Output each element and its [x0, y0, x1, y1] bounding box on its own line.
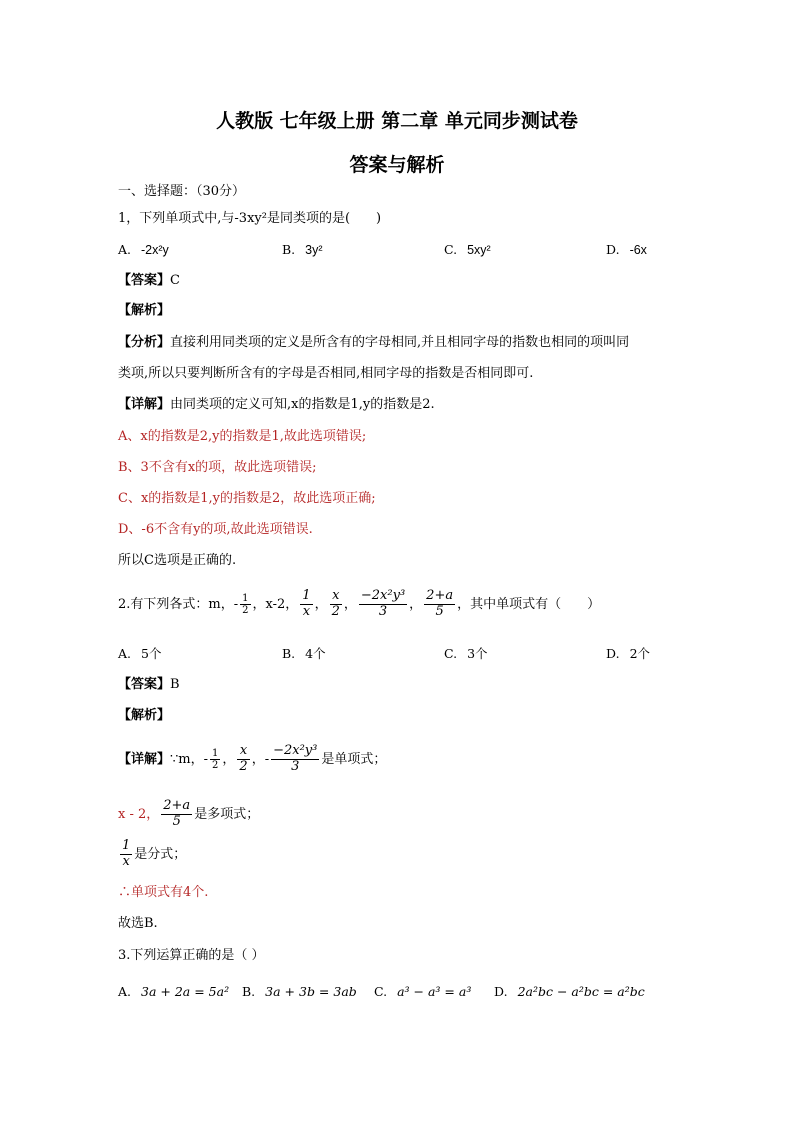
q1-line-c: C、x的指数是1,y的指数是2，故此选项正确;	[118, 491, 376, 506]
q2-option-d: D. 2个	[606, 646, 651, 661]
fraction-2-plus-a: $\frac{2+a}{5}$	[426, 588, 454, 619]
q2-detail: 【详解】∵m，- $\frac{1}{2}$ ， $\frac{x}{2}$ ，- $\frac{\text{−2x²y³}}{3}$ 是单项式；	[118, 743, 387, 774]
q1-option-b: B. 3y²	[282, 242, 323, 257]
q1-stem: 1，下列单项式中,与-3xy²是同类项的是( )	[118, 211, 382, 226]
q1-detail: 【详解】由同类项的定义可知,x的指数是1,y的指数是2.	[118, 397, 435, 412]
q2-option-a: A. 5个	[118, 646, 162, 661]
section-heading: 一、选择题：（30分）	[118, 184, 246, 199]
q1-answer: 【答案】C	[118, 273, 180, 288]
q2-polynomial-line: x - 2， $\frac{2+a}{5}$ 是多项式；	[118, 798, 260, 829]
q1-conclusion: 所以C选项是正确的.	[118, 553, 237, 568]
q1-line-a: A、x的指数是2,y的指数是1,故此选项错误;	[118, 429, 367, 444]
q1-line-d: D、-6不含有y的项,故此选项错误.	[118, 522, 313, 537]
q2-analysis-tag: 【解析】	[118, 708, 171, 723]
q2-stem: 2.有下列各式：m，- $\frac{1}{2}$ ，x-2， $\frac{1}{x}$ ， $\frac{x}{2}$ ， $\frac{\text{−2x²y³}}{3}$ ， $\frac{2+a}{5}$ ，其中单项式有（ ）	[118, 588, 601, 619]
q1-fenxi-line2: 类项,所以只要判断所含有的字母是否相同,相同字母的指数是否相同即可.	[118, 366, 534, 381]
fraction-x-over-2: $\frac{x}{2}$	[331, 588, 340, 619]
q1-option-c: C. 5xy²	[444, 242, 491, 257]
q1-option-d: D. -6x	[606, 242, 647, 257]
q3-stem: 3.下列运算正确的是（ ）	[118, 948, 265, 963]
q1-option-a: A. -2x²y	[118, 242, 169, 257]
page-title: 人教版 七年级上册 第二章 单元同步测试卷	[216, 110, 578, 132]
q3-option-b: B. 3a + 3b = 3ab	[242, 984, 357, 999]
q3-option-c: C. a³ − a³ = a³	[374, 984, 472, 999]
fraction-half: $\frac{1}{2}$	[242, 592, 249, 616]
q2-choose: 故选B.	[118, 916, 158, 931]
q2-count-line: ∴单项式有4个.	[118, 885, 209, 900]
q2-fraction-line: $\frac{1}{x}$ 是分式；	[122, 838, 187, 869]
q1-analysis-tag: 【解析】	[118, 303, 171, 318]
q2-option-b: B. 4个	[282, 646, 326, 661]
page-subtitle: 答案与解析	[349, 154, 445, 176]
q3-option-d: D. 2a²bc − a²bc = a²bc	[494, 984, 645, 999]
q1-fenxi-line1: 【分析】直接利用同类项的定义是所含有的字母相同,并且相同字母的指数也相同的项叫同	[118, 335, 630, 350]
fraction-1-over-x: $\frac{1}{x}$	[302, 588, 311, 619]
fraction-monomial: $\frac{\text{−2x²y³}}{3}$	[360, 588, 406, 619]
q3-option-a: A. 3a + 2a = 5a²	[118, 984, 230, 999]
q2-answer: 【答案】B	[118, 677, 180, 692]
q1-line-b: B、3不含有x的项，故此选项错误;	[118, 460, 317, 475]
q2-option-c: C. 3个	[444, 646, 488, 661]
